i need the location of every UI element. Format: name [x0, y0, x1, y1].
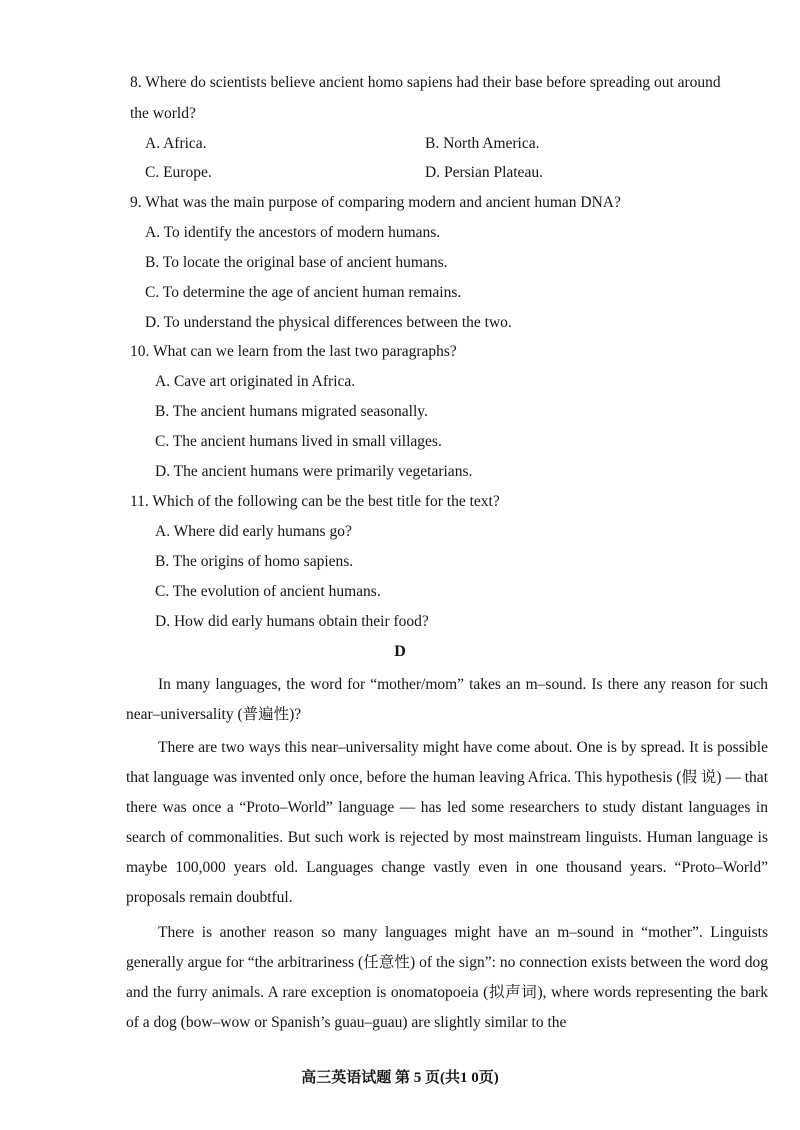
question-11-option-c: C. The evolution of ancient humans. [155, 583, 381, 600]
page-footer: 高三英语试题 第 5 页(共1 0页) [301, 1070, 499, 1086]
question-9-option-a: A. To identify the ancestors of modern humans. [145, 224, 441, 241]
question-10-option-d: D. The ancient humans were primarily vegetarians. [155, 463, 473, 480]
question-8-option-a: A. Africa. [145, 135, 207, 152]
question-10-option-a: A. Cave art originated in Africa. [155, 373, 356, 390]
section-title: D [394, 643, 406, 660]
question-11-option-d: D. How did early humans obtain their food? [155, 613, 429, 630]
question-8-option-d: D. Persian Plateau. [425, 164, 543, 181]
question-8-option-c: C. Europe. [145, 164, 212, 181]
question-9-option-b: B. To locate the original base of ancient humans. [145, 254, 448, 271]
question-9-option-c: C. To determine the age of ancient human remains. [145, 284, 462, 301]
passage-paragraph-2: There are two ways this near–universality might have come about. One is by spread. It is possible that language was invented only once, before the human leaving Africa. This hypothesis (假 说) — that there was once a “Proto–World” language — has led some researchers to study distant languages in search of commonalities. But such work is rejected by most mainstream linguists. Human language is maybe 100,000 years old. Languages change vastly even in one thousand years. “Proto–World” proposals remain doubtful. [126, 739, 768, 906]
question-10-stem: 10. What can we learn from the last two paragraphs? [130, 343, 457, 360]
question-11-option-a: A. Where did early humans go? [155, 523, 352, 540]
question-9-option-d: D. To understand the physical differences between the two. [145, 314, 512, 331]
question-8-option-b: B. North America. [425, 135, 540, 152]
question-10-option-c: C. The ancient humans lived in small villages. [155, 433, 442, 450]
passage-paragraph-3: There is another reason so many languages might have an m–sound in “mother”. Linguists generally argue for “the arbitrariness (任意性) of the sign”: no connection exists between the word dog and the furry animals. A rare exception is onomatopoeia (拟声词), where words representing the bark of a dog (bow–wow or Spanish’s guau–guau) are slightly similar to the [126, 924, 768, 1031]
question-11-stem: 11. Which of the following can be the best title for the text? [130, 493, 500, 510]
question-9-stem: 9. What was the main purpose of comparing modern and ancient human DNA? [130, 194, 621, 211]
question-11-option-b: B. The origins of homo sapiens. [155, 553, 354, 570]
question-10-option-b: B. The ancient humans migrated seasonally. [155, 403, 428, 420]
question-8-stem: 8. Where do scientists believe ancient homo sapiens had their base before spreading out around [130, 74, 721, 91]
question-8-stem-continued: the world? [130, 105, 196, 122]
passage-paragraph-1: In many languages, the word for “mother/mom” takes an m–sound. Is there any reason for such near–universality (普遍性)? [126, 676, 768, 723]
